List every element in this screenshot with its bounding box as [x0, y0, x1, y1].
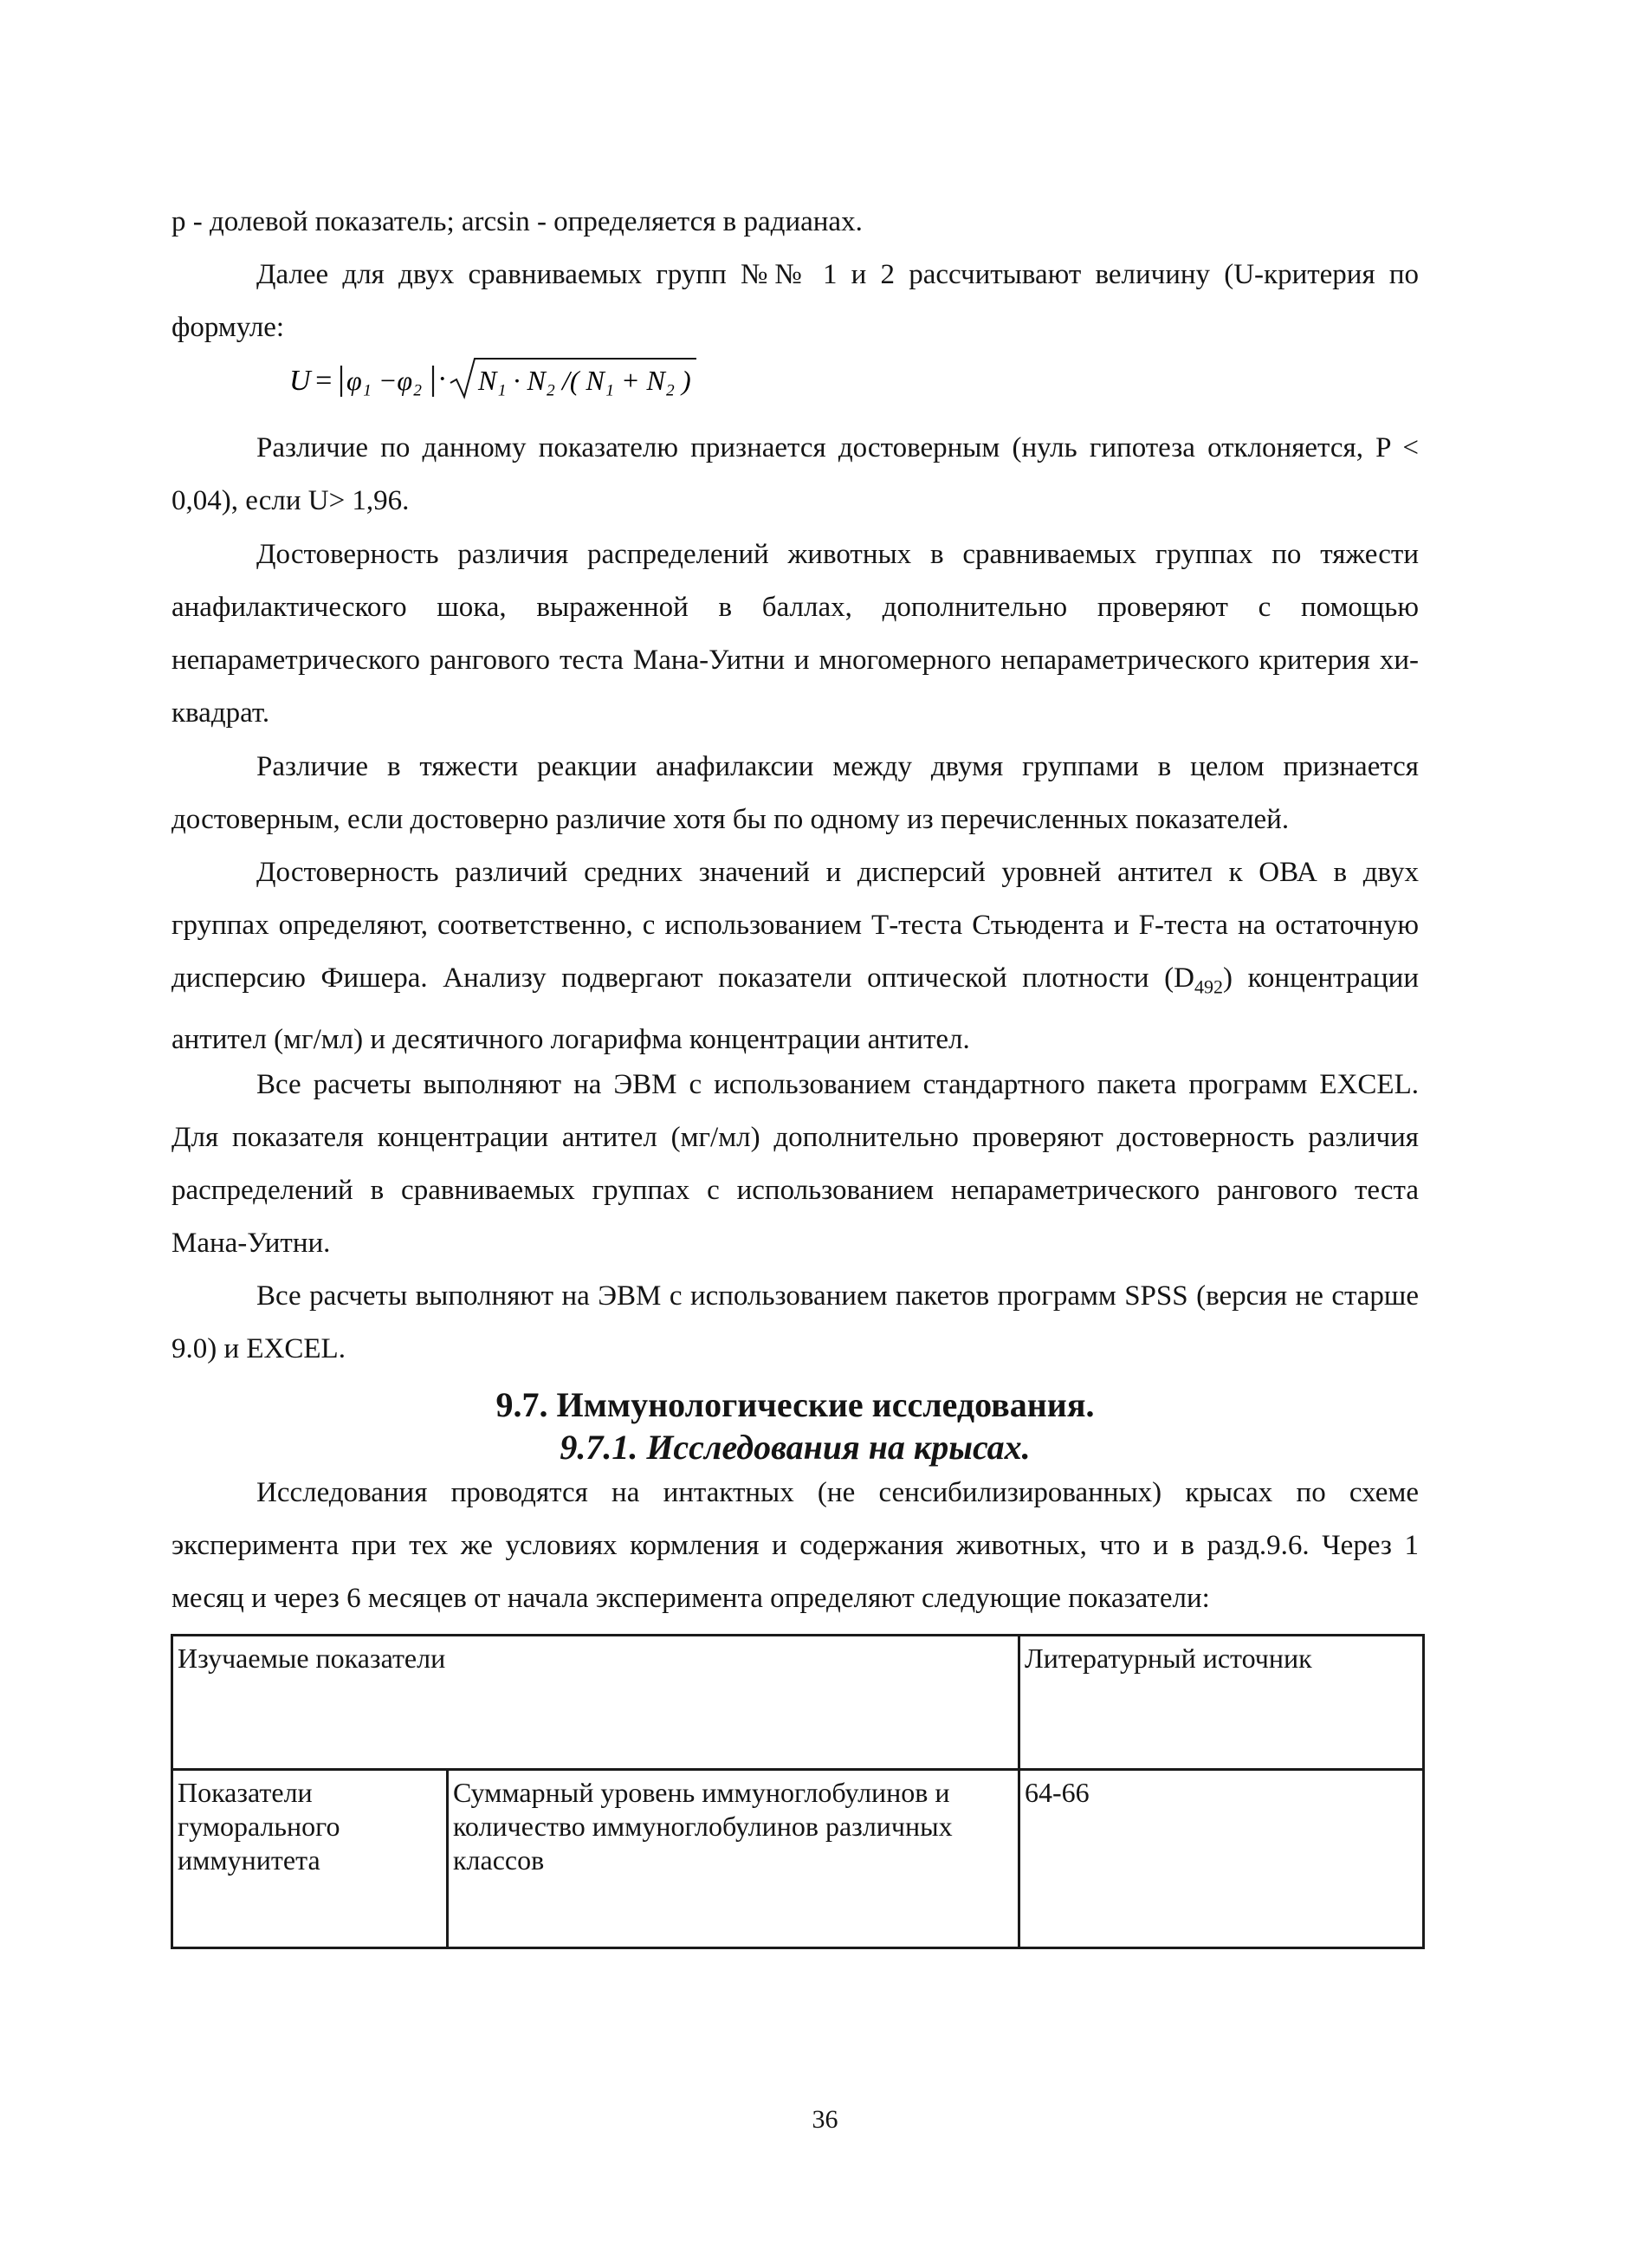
paragraph-antibody-tests — [171, 846, 1419, 1066]
paragraph-antibody-tests-tail: ) концентрации антител (мг/мл) и десятичного логарифма концентрации антител. — [171, 962, 1420, 1055]
formula-radicand: N₁ · N₂ /( N₁ + N₂ ) — [478, 365, 691, 396]
paragraph-u-criterion-intro: Далее для двух сравниваемых групп №№ 1 и 2 рассчитывают величину (U-критерия по формуле: — [171, 259, 1419, 343]
header-literature-source: Литературный источник — [1019, 1636, 1424, 1770]
cell-indicator: Суммарный уровень иммуноглобулинов и количество иммуноглобулинов различных классов — [448, 1770, 1019, 1948]
formula-equals: = — [314, 365, 333, 397]
cell-source: 64-66 — [1019, 1770, 1424, 1948]
optical-density-subscript: 492 — [1194, 975, 1223, 998]
paragraph-excel-calculations: Все расчеты выполняют на ЭВМ с использованием стандартного пакета программ EXCEL. Для показателя концентрации антител (мг/мл) дополнительно проверяют достоверность различия распределений в сравниваемых группах с использованием непараметрического рангового теста Мана-Уитни. — [171, 1069, 1419, 1259]
header-studied-indicators: Изучаемые показатели — [172, 1636, 1019, 1770]
paragraph-mann-whitney: Достоверность различия распределений животных в сравниваемых группах по тяжести анафилактического шока, выраженной в баллах, дополнительно проверяют с помощью непараметрического рангового теста Мана-Уитни и многомерного непараметрического критерия хи-квадрат. — [171, 539, 1419, 729]
indicators-table — [171, 1634, 1425, 1949]
u-criterion-formula — [289, 353, 740, 404]
subsection-heading-rats: 9.7.1. Исследования на крысах. — [560, 1428, 1031, 1467]
formula-lhs: U — [289, 365, 311, 397]
page-number: 36 — [812, 2105, 838, 2134]
table-header-row — [172, 1636, 1424, 1770]
section-heading-immunological: 9.7. Иммунологические исследования. — [495, 1385, 1095, 1424]
formula-abs-body: φ₁ −φ₂ — [346, 365, 423, 396]
paragraph-spss-calculations: Все расчеты выполняют на ЭВМ с использованием пакетов программ SPSS (версия не старше 9.0) и EXCEL. — [171, 1280, 1419, 1364]
table-row — [172, 1770, 1424, 1948]
paragraph-antibody-tests-main: Достоверность различий средних значений и дисперсий уровней антител к ОВА в двух группах определяют, соответственно, с использованием Т-теста Стьюдента и F-теста на остаточную дисперсию Фишера. Анализу подвергают показатели оптической плотности — [171, 857, 1419, 994]
formula-graphic — [289, 353, 740, 404]
paragraph-significance-rule: Различие по данному показателю признается достоверным (нуль гипотеза отклоняется, P < 0,04), если U> 1,96. — [171, 432, 1419, 516]
paragraph-study-design: Исследования проводятся на интактных (не сенсибилизированных) крысах по схеме эксперимента при тех же условиях кормления и содержания животных, что и в разд.9.6. Через 1 месяц и через 6 месяцев от начала эксперимента определяют следующие показатели: — [171, 1477, 1419, 1614]
formula-dot: · — [438, 363, 446, 395]
paragraph-arcsin-note: p - долевой показатель; arcsin - определяется в радианах. — [171, 206, 863, 237]
optical-density-prefix: (D — [1164, 962, 1194, 994]
cell-category: Показатели гуморального иммунитета — [172, 1770, 448, 1948]
paragraph-anaphylaxis-difference: Различие в тяжести реакции анафилаксии между двумя группами в целом признается достоверным, если достоверно различие хотя бы по одному из перечисленных показателей. — [171, 751, 1419, 835]
